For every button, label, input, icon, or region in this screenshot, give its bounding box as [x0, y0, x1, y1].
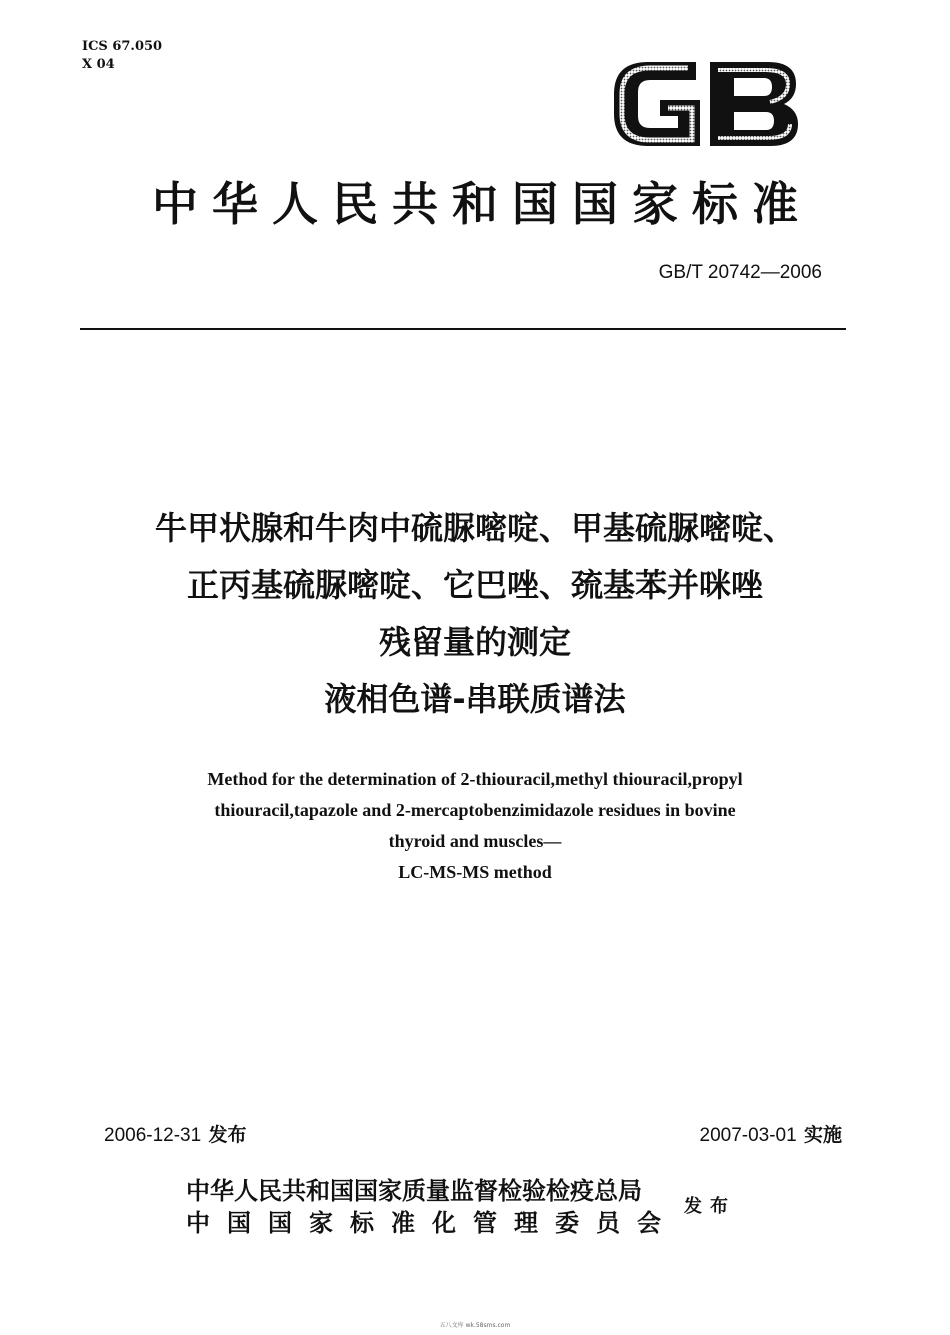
classification-codes: [82, 38, 162, 74]
header-rule: [80, 328, 846, 330]
ics-code: ICS 67.050: [82, 39, 163, 54]
chinese-title-line: 牛甲状腺和牛肉中硫脲嘧啶、甲基硫脲嘧啶、: [154, 509, 795, 547]
watermark: 五八文库 wk.58sms.com: [439, 1322, 511, 1329]
publish-label: 发布: [684, 1196, 736, 1217]
english-title: [0, 764, 950, 888]
issuing-authorities: [186, 1175, 678, 1239]
national-standard-title: 中华人民共和国国家标准: [152, 177, 812, 231]
implement-date-block: [700, 1120, 843, 1147]
chinese-title-line: 残留量的测定: [378, 623, 571, 661]
issue-date-block: [104, 1120, 247, 1147]
implement-label: 实施: [803, 1124, 842, 1146]
issue-date: 2006-12-31: [104, 1125, 202, 1146]
standard-number: GB/T 20742—2006: [658, 262, 822, 283]
implement-date: 2007-03-01: [699, 1125, 797, 1146]
classification-code: X 04: [82, 57, 115, 72]
issuer-line: 中华人民共和国国家质量监督检验检疫总局: [186, 1177, 642, 1205]
english-title-line: LC-MS-MS method: [398, 862, 552, 882]
chinese-title-line: 液相色谱-串联质谱法: [324, 680, 626, 718]
issue-label: 发布: [208, 1124, 247, 1146]
english-title-line: Method for the determination of 2-thiouracil,methyl thiouracil,propyl: [207, 769, 743, 789]
chinese-title-line: 正丙基硫脲嘧啶、它巴唑、巯基苯并咪唑: [186, 566, 763, 604]
issuer-line: 中国国家标准化管理委员会: [186, 1209, 678, 1237]
english-title-line: thyroid and muscles—: [388, 831, 562, 851]
chinese-title: [0, 500, 950, 728]
gb-logo: [608, 54, 804, 154]
english-title-line: thiouracil,tapazole and 2-mercaptobenzimidazole residues in bovine: [214, 800, 736, 820]
